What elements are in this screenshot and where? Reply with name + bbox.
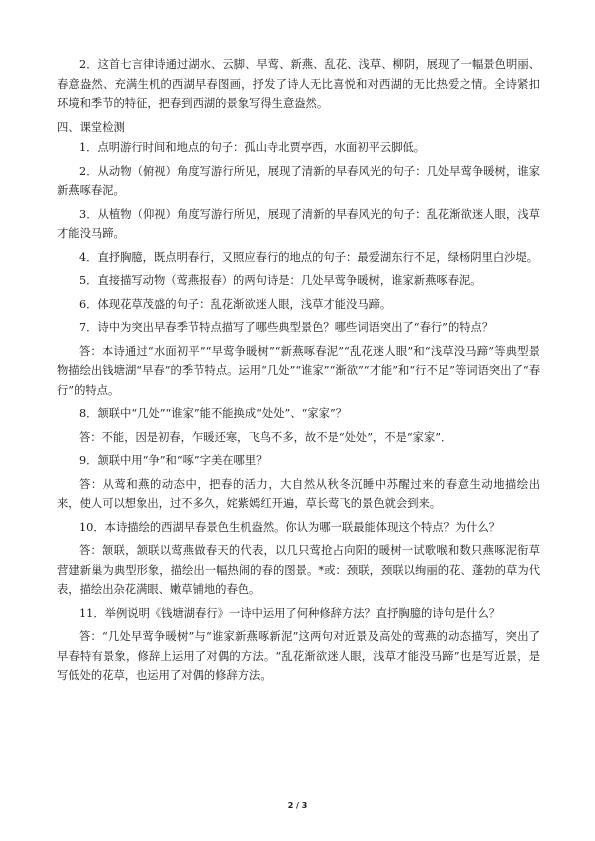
question-10: 10．本诗描绘的西湖早春景色生机盎然。你认为哪一联最能体现这个特点？为什么？ xyxy=(79,520,501,534)
question-2: 2．从动物（俯视）角度写游行所见，展现了清新的早春风光的句子：几处早莺争暖树，谁家新燕啄春泥。 xyxy=(57,164,540,197)
question-8: 8．颔联中“几处”“谁家”能不能换成“处处”、“家家”？ xyxy=(79,407,348,420)
page-number: 2 / 3 xyxy=(287,801,308,810)
section-heading-classroom-test: 四、课堂检测 xyxy=(57,120,125,134)
document-body xyxy=(57,55,540,690)
question-4: 4．直抒胸臆，既点明春行，又照应春行的地点的句子：最爱湖东行不足，绿杨阴里白沙堤。 xyxy=(79,250,539,264)
answer-9: 答：从莺和燕的动态中，把春的活力，大自然从秋冬沉睡中苏醒过来的春意生动地描绘出来，使人可以想象出，过不多久，姹紫嫣红开遍，草长莺飞的景色就会到来。 xyxy=(57,477,540,510)
question-9: 9．颔联中用“争”和“啄”字美在哪里？ xyxy=(79,454,268,467)
question-3: 3．从植物（仰视）角度写游行所见，展现了清新的早春风光的句子：乱花渐欲迷人眼，浅草才能没马蹄。 xyxy=(57,207,540,240)
question-7: 7．诗中为突出早春季节特点描写了哪些典型景色？哪些词语突出了“春行”的特点？ xyxy=(79,321,494,334)
answer-8: 答：不能，因是初春，乍暖还寒，飞鸟不多，故不是“处处”，不是“家家”． xyxy=(79,430,453,444)
paragraph-poem-summary: 2．这首七言律诗通过湖水、云脚、早莺、新燕、乱花、浅草、柳阴，展现了一幅景色明丽、春意盎然、充满生机的西湖早春图画，抒发了诗人无比喜悦和对西湖的无比热爱之情。全诗紧扣环境和季节的特征，把春到西湖的景象写得生意盎然。 xyxy=(57,58,540,110)
answer-7: 答：本诗通过“水面初平”“早莺争暖树”“新燕啄春泥”“乱花迷人眼”和“浅草没马蹄”等典型景物描绘出钱塘湖“早春”的季节特点。运用“几处”“谁家”“渐欲”“才能”和“行不足”等词语突出了“春行”的特点。 xyxy=(57,344,540,397)
question-1: 1．点明游行时间和地点的句子：孤山寺北贾亭西，水面初平云脚低。 xyxy=(79,141,426,154)
question-5: 5．直接描写动物（莺燕报春）的两句诗是：几处早莺争暖树，谁家新燕啄春泥。 xyxy=(79,274,482,287)
question-6: 6．体现花草茂盛的句子：乱花渐欲迷人眼，浅草才能没马蹄。 xyxy=(79,297,392,311)
answer-10: 答：颔联，颔联以莺燕做春天的代表，以几只莺抢占向阳的暖树一试歌喉和数只燕啄泥衔草营建新巢为典型形象，描绘出一幅热闹的春的图景。*或：颈联，颈联以绚丽的花、蓬勃的草为代表，描绘出杂花满眼、嫩草铺地的春色。 xyxy=(57,544,540,596)
answer-11: 答：“几处早莺争暖树”与“谁家新燕啄新泥”这两句对近景及高处的莺燕的动态描写，突出了早春特有景象，修辞上运用了对偶的方法。“乱花渐欲迷人眼，浅草才能没马蹄”也是写近景，是写低处的花草，也运用了对偶的修辞方法。 xyxy=(57,630,540,682)
question-11: 11．举例说明《钱塘湖春行》一诗中运用了何种修辞方法？直抒胸臆的诗句是什么？ xyxy=(79,606,501,620)
